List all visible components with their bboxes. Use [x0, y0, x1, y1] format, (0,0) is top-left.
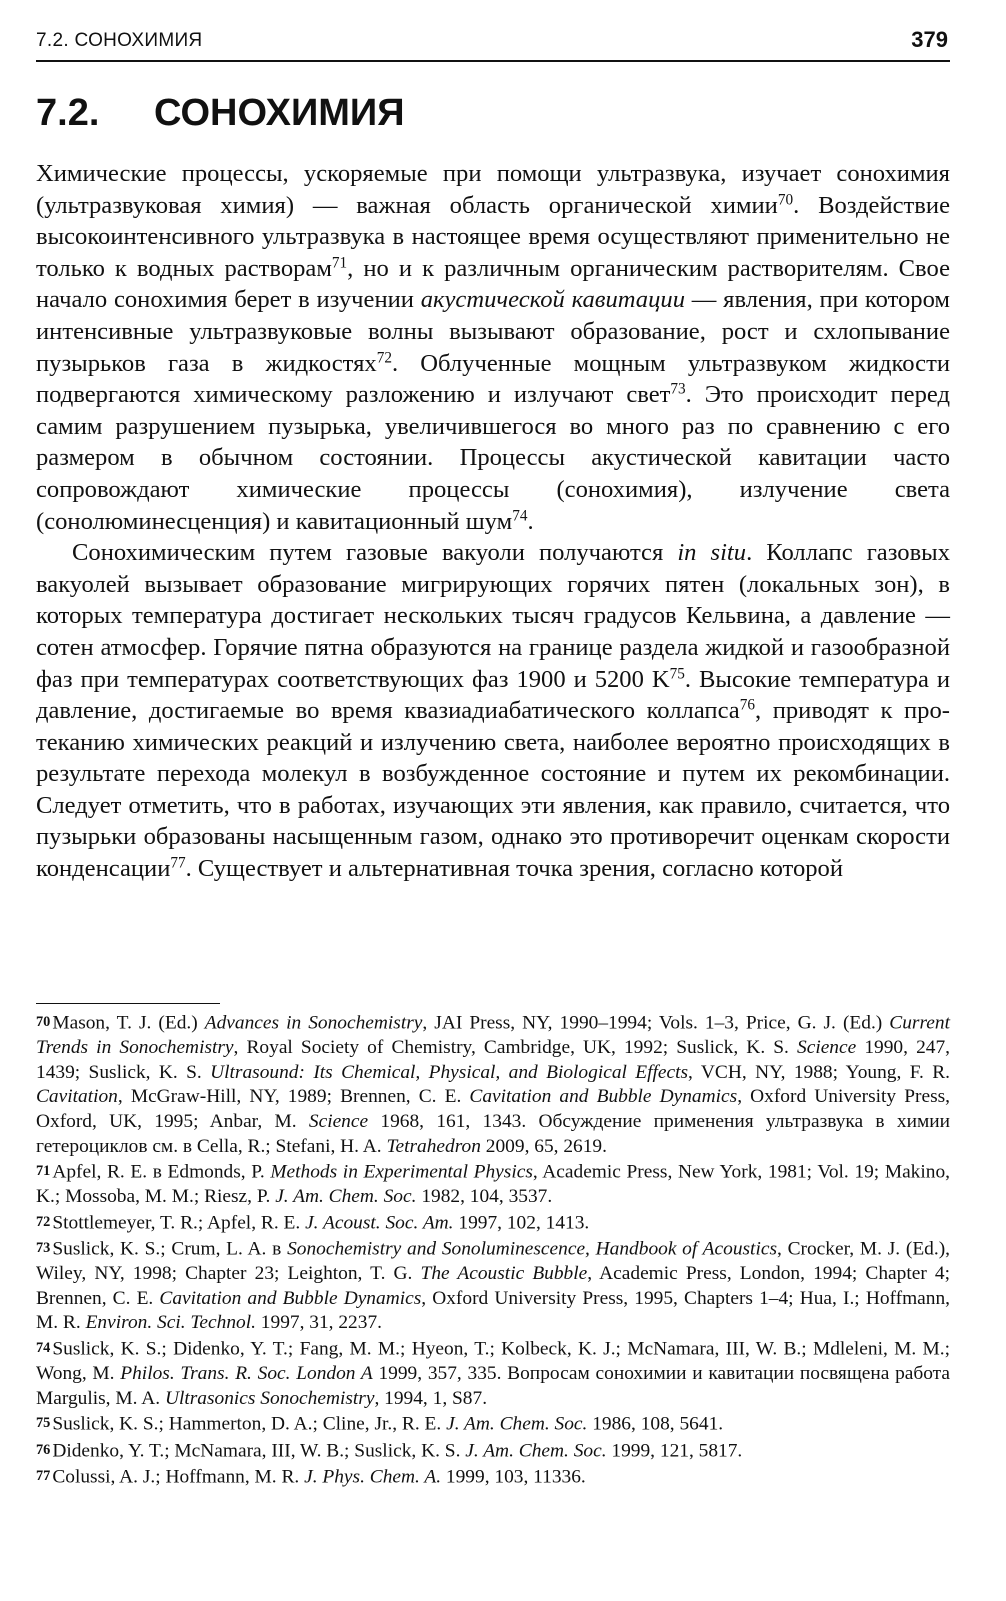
footnotes — [36, 1010, 950, 1490]
text-run: 1997, 31, 2237. — [255, 1312, 382, 1334]
footnote — [36, 1336, 950, 1411]
text-run: Didenko, Y. T.; McNamara, III, W. B.; Suslick, K. S. — [52, 1440, 466, 1462]
text-run: 1990, 247, 1439; Suslick, K. S. — [36, 1037, 951, 1083]
footnote-number: 75 — [36, 1415, 51, 1432]
italic-text: Methods in Experimental Physics — [270, 1161, 533, 1183]
text-run: — явления, при котором интенсивные ультразвуковые волны вызывают образование, рост и схлопывание пузырьков газа в жидкостях — [36, 286, 950, 377]
text-run: 1999, 357, 335. Вопросам сонохимии и кавитации посвящена работа Margulis, M. A. — [36, 1363, 951, 1409]
section-heading — [36, 92, 950, 135]
footnote-number: 77 — [36, 1467, 51, 1484]
italic-text: Cavitation and Bubble Dynamics — [469, 1086, 738, 1108]
footnote-divider — [36, 1003, 220, 1004]
text-run: . Это происходит перед самим разрушением пузырька, увеличившегося во много раз по сравнению с его размером в обычном состоянии. Процессы акустической кавитации часто сопровождают химические процессы (сонохимия), излучение света (сонолюминесценция) и кавитационный шум — [36, 381, 950, 535]
italic-text: Cavitation and Bubble Dynamics — [159, 1287, 422, 1309]
page-number: 379 — [911, 27, 948, 52]
footnote-ref: 77 — [170, 854, 186, 872]
text-run: , приводят к протеканию химических реакций и излучению света, наиболее вероятно происходящих в результате перехода молекул в возбужденное состояние и путем их рекомбинации. Следует отметить, что в работах, изучающих эти явления, как правило, считается, что пузырьки образованы насыщенным газом, однако это противоречит оценкам скорости конденсации — [36, 697, 950, 883]
italic-text: Ultrasonics Sonochemistry — [164, 1387, 375, 1409]
footnote — [36, 1464, 950, 1490]
footnote-ref: 75 — [669, 665, 685, 683]
text-run: Suslick, K. S.; Crum, L. A. в — [52, 1238, 288, 1260]
italic-text: J. Am. Chem. Soc. — [446, 1413, 588, 1435]
footnote-number: 72 — [36, 1213, 51, 1230]
italic-text: Current Trends in Sonochemistry — [36, 1012, 950, 1059]
text-run: . — [527, 507, 534, 535]
text-run: , Royal Society of Chemistry, Cambridge, UK, 1992; Suslick, K. S. — [233, 1037, 798, 1059]
footnote-number: 71 — [36, 1163, 51, 1180]
text-run: , VCH, NY, 1988; Young, F. R. — [688, 1061, 950, 1083]
footnote-number: 70 — [36, 1014, 51, 1030]
text-run: . Коллапс газовых вакуолей вызывает образование мигрирующих горячих пятен (локальных зон), в которых температура достигает нескольких тысяч градусов Кельвина, а давление — сотен атмосфер. Горячие пятна образуются на границе раздела жидкой и газообразной фаз при температурах соответствующих фаз 1900 и 5200 K — [36, 539, 950, 693]
footnote-ref: 70 — [777, 191, 794, 209]
text-run: Stottlemeyer, T. R.; Apfel, R. E. — [52, 1212, 306, 1234]
text-run: 1986, 108, 5641. — [587, 1413, 724, 1435]
italic-text: Environ. Sci. Technol. — [85, 1312, 256, 1334]
footnote — [36, 1010, 950, 1159]
text-run: 1999, 121, 5817. — [606, 1440, 743, 1462]
footnote-ref: 71 — [331, 254, 348, 272]
section-number: 7.2. — [36, 92, 100, 134]
text-run: 1999, 103, 11336. — [441, 1466, 586, 1488]
footnote-number: 73 — [36, 1240, 51, 1257]
text-run: , но и к различным органическим растворителям. Свое начало сонохимия берет в изучении — [36, 254, 950, 314]
footnote-ref: 74 — [512, 507, 528, 525]
body-text — [36, 158, 950, 885]
footnote — [36, 1236, 950, 1336]
running-head-title: 7.2. СОНОХИМИЯ — [36, 30, 203, 51]
footnote — [36, 1210, 950, 1236]
paragraph — [36, 158, 950, 537]
text-run: 1997, 102, 1413. — [453, 1212, 590, 1234]
italic-text: Cavitation — [36, 1086, 118, 1108]
text-run: Suslick, K. S.; Hammerton, D. A.; Cline, Jr., R. E. — [52, 1413, 447, 1435]
italic-text: акустической кавитации — [420, 286, 685, 314]
footnote-ref: 72 — [376, 349, 392, 367]
text-run: , Oxford University Press, 1995, Chapters 1–4; Hua, I.; Hoffmann, M. R. — [36, 1287, 951, 1334]
text-run: 1982, 104, 3537. — [416, 1186, 553, 1208]
paragraph — [36, 537, 950, 885]
italic-text: J. Am. Chem. Soc. — [275, 1186, 417, 1208]
text-run: Colussi, A. J.; Hoffmann, M. R. — [52, 1466, 305, 1488]
text-run: Сонохимическим путем газовые вакуоли получаются — [72, 539, 678, 567]
italic-text: Advances in Sonochemistry — [204, 1012, 423, 1034]
text-run: . Облученные мощным ультразвуком жидкости подвергаются химическому разложению и излучают свет — [36, 349, 950, 409]
section-title: СОНОХИМИЯ — [154, 92, 405, 134]
text-run: , Crocker, M. J. (Ed.), Wiley, NY, 1998; Chapter 23; Leighton, T. G. — [36, 1238, 951, 1285]
text-run: Apfel, R. E. в Edmonds, P. — [52, 1161, 271, 1183]
italic-text: J. Acoust. Soc. Am. — [305, 1212, 454, 1234]
text-run: , Oxford University Press, Oxford, UK, 1995; Anbar, M. — [36, 1086, 951, 1132]
footnote-number: 74 — [36, 1340, 51, 1357]
italic-text: J. Am. Chem. Soc. — [465, 1440, 607, 1462]
footnote-number: 76 — [36, 1441, 51, 1458]
text-run: 2009, 65, 2619. — [480, 1135, 607, 1157]
italic-text: Science — [797, 1037, 857, 1059]
italic-text: Ultrasound: Its Chemical, Physical, and Biological Effects — [210, 1061, 689, 1083]
italic-text: in situ — [677, 539, 747, 567]
text-run: , Academic Press, London, 1994; Chapter 4; Brennen, C. E. — [36, 1263, 951, 1309]
italic-text: J. Phys. Chem. A. — [304, 1466, 442, 1488]
footnote-ref: 76 — [739, 696, 755, 714]
footnote — [36, 1159, 950, 1210]
text-run: , 1994, 1, S87. — [374, 1387, 488, 1409]
text-run: . Воздействие высокоинтенсивного ультразвука в настоящее время осуществляют применительно не только к водных растворам — [36, 191, 950, 282]
running-head — [36, 26, 950, 62]
italic-text: The Acoustic Bubble — [420, 1263, 588, 1285]
footnote — [36, 1438, 950, 1464]
text-run: . Высокие температура и давление, достигаемые во время квазиадиабатического коллапса — [36, 665, 950, 725]
text-run: Mason, T. J. (Ed.) — [52, 1012, 205, 1034]
italic-text: Philos. Trans. R. Soc. London A — [120, 1363, 373, 1385]
italic-text: Tetrahedron — [386, 1135, 481, 1157]
text-run: Suslick, K. S.; Didenko, Y. T.; Fang, M. M.; Hyeon, T.; Kolbeck, K. J.; McNamara, III, W. B.; Mdleleni, M. M.; Wong, M. — [36, 1338, 950, 1385]
text-run: Химические процессы, ускоряемые при помощи ультразвука, изучает сонохимия (ультразвуковая химия) — важная область органической химии — [36, 160, 950, 219]
italic-text: Sonochemistry and Sonoluminescence, Handbook of Acoustics — [287, 1238, 777, 1260]
text-run: , Academic Press, New York, 1981; Vol. 19; Makino, K.; Mossoba, M. M.; Riesz, P. — [36, 1161, 950, 1208]
text-run: , JAI Press, NY, 1990–1994; Vols. 1–3, Price, G. J. (Ed.) — [422, 1012, 890, 1034]
footnote — [36, 1411, 950, 1437]
italic-text: Science — [308, 1110, 369, 1132]
text-run: . Существует и альтернативная точка зрения, согласно которой — [185, 855, 844, 883]
footnote-ref: 73 — [670, 380, 686, 398]
text-run: 1968, 161, 1343. Обсуждение применения ультразвука в химии гетероциклов см. в Cella, R.; Stefani, H. A. — [36, 1110, 950, 1157]
text-run: , McGraw-Hill, NY, 1989; Brennen, C. E. — [117, 1086, 470, 1108]
